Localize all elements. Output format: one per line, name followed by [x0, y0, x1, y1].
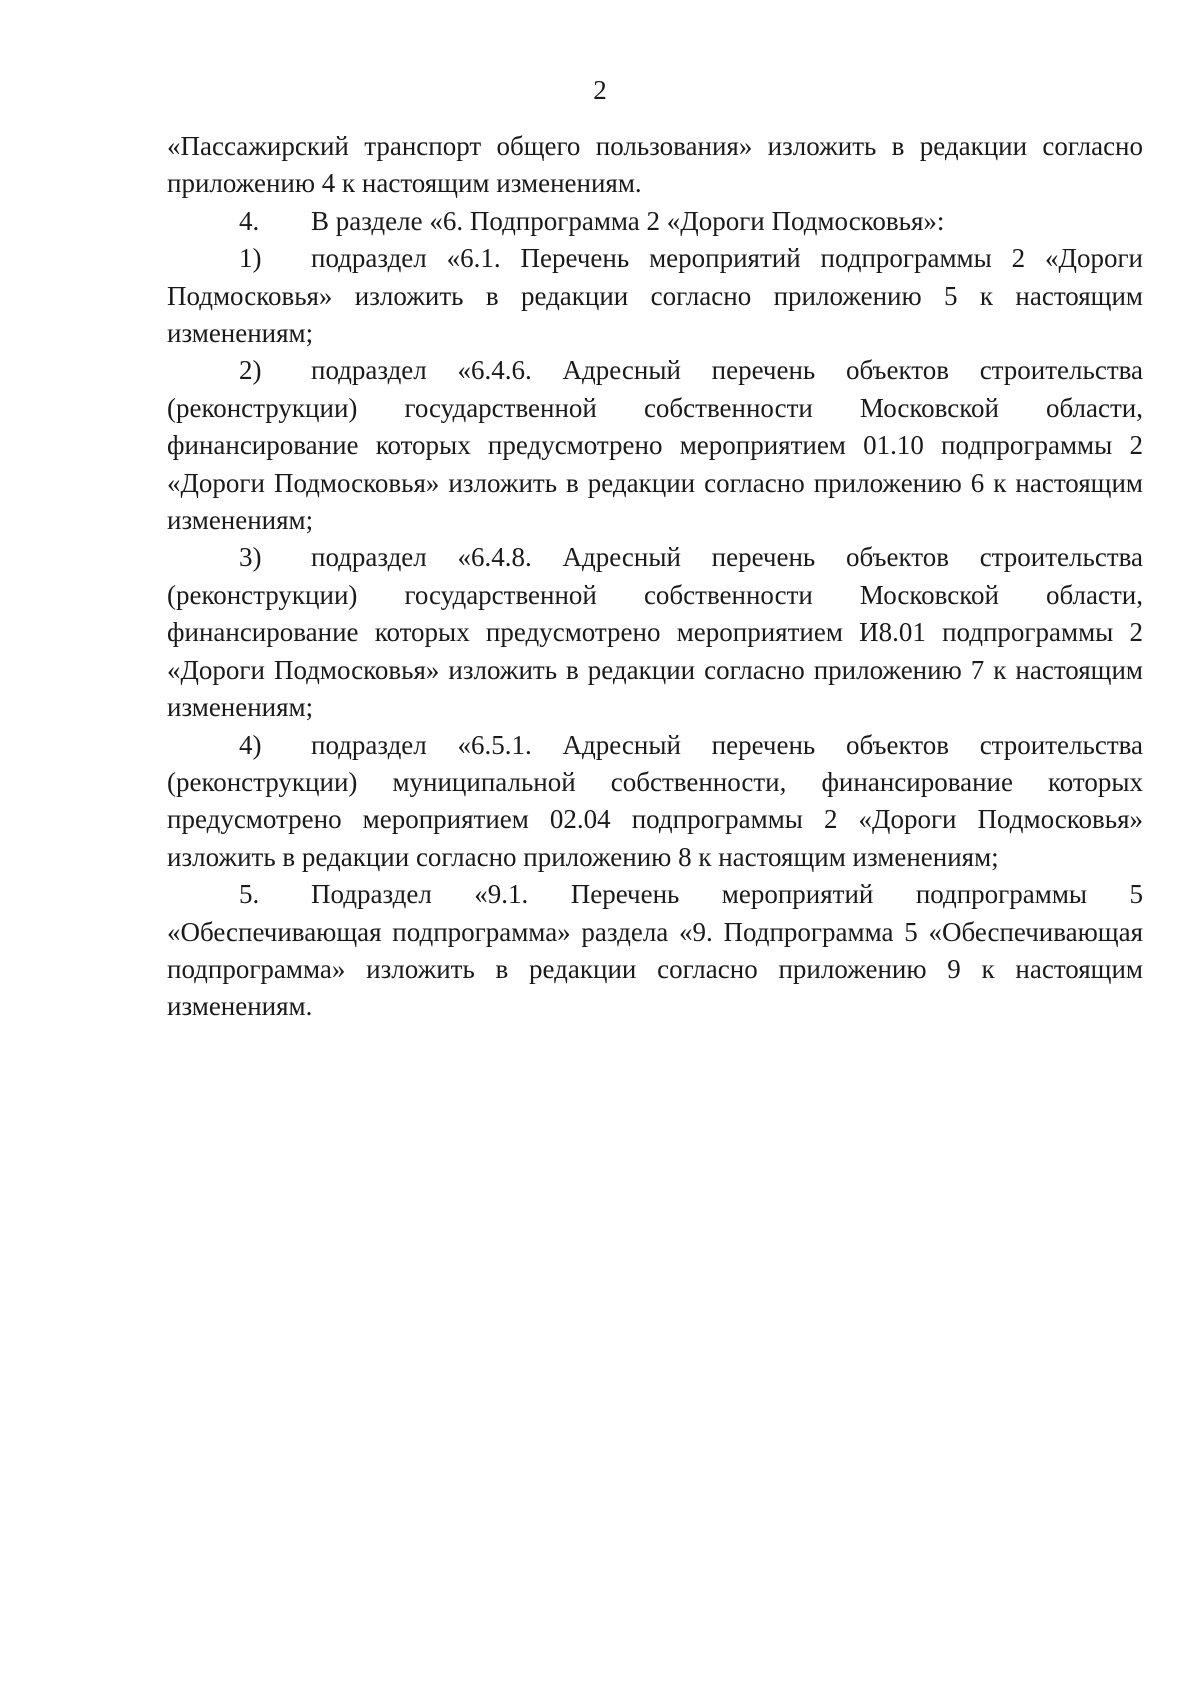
- item-text: подраздел «6.1. Перечень мероприятий подпрограммы 2 «Дороги Подмосковья» изложить в редакции согласно приложению 5 к настоящим изменениям;: [167, 243, 1143, 349]
- item-text: В разделе «6. Подпрограмма 2 «Дороги Подмосковья»:: [311, 205, 945, 236]
- item-number: 4): [239, 729, 262, 760]
- item-number: 1): [239, 243, 262, 274]
- item-text: подраздел «6.4.6. Адресный перечень объектов строительства (реконструкции) государственной собственности Московской области, финансирование которых предусмотрено мероприятием 01.10 подпрограммы 2 «Дороги Подмосковья» изложить в редакции согласно приложению 6 к настоящим изменениям;: [167, 355, 1143, 536]
- item-text: Подраздел «9.1. Перечень мероприятий подпрограммы 5 «Обеспечивающая подпрограмма» раздела «9. Подпрограмма 5 «Обеспечивающая подпрограмма» изложить в редакции согласно приложению 9 к настоящим изменениям.: [167, 879, 1143, 1022]
- item-4-3: [167, 539, 1143, 726]
- item-number: 5.: [239, 879, 260, 910]
- document-body: [167, 128, 1143, 1026]
- page-number: 2: [593, 75, 607, 105]
- item-text: подраздел «6.4.8. Адресный перечень объектов строительства (реконструкции) государственной собственности Московской области, финансирование которых предусмотрено мероприятием И8.01 подпрограммы 2 «Дороги Подмосковья» изложить в редакции согласно приложению 7 к настоящим изменениям;: [167, 542, 1143, 723]
- item-4-1: [167, 240, 1143, 352]
- item-5: [167, 876, 1143, 1026]
- item-number: 3): [239, 542, 262, 573]
- item-number: 4.: [239, 205, 260, 236]
- item-4-2: [167, 352, 1143, 539]
- item-4-4: [167, 727, 1143, 877]
- intro-paragraph: «Пассажирский транспорт общего пользования» изложить в редакции согласно приложению 4 к настоящим изменениям.: [167, 131, 1143, 199]
- item-text: подраздел «6.5.1. Адресный перечень объектов строительства (реконструкции) муниципальной собственности, финансирование которых предусмотрено мероприятием 02.04 подпрограммы 2 «Дороги Подмосковья» изложить в редакции согласно приложению 8 к настоящим изменениям;: [167, 729, 1143, 872]
- item-4: [167, 203, 1143, 240]
- item-number: 2): [239, 355, 262, 386]
